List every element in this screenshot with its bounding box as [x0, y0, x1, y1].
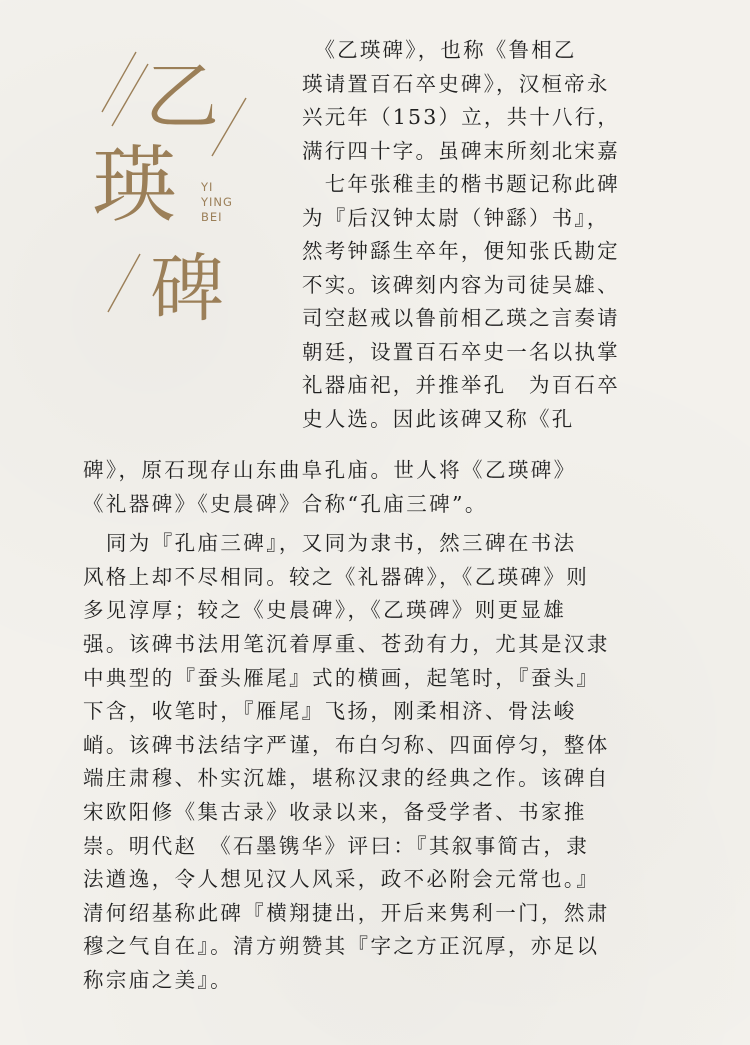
- intro-line: 史人选。因此该碑又称《孔: [302, 406, 575, 431]
- intro-line: 《乙瑛碑》，也称《鲁相乙: [302, 38, 577, 62]
- body-line: 宋欧阳修《集古录》收录以来，备受学者、书家推: [83, 799, 587, 824]
- body-line: 风格上却不尽相同。较之《礼器碑》，《乙瑛碑》则: [83, 564, 590, 589]
- intro-line: 七年张稚圭的楷书题记称此碑: [302, 172, 620, 196]
- body-line: 多见淳厚；较之《史晨碑》，《乙瑛碑》则更显雄: [83, 598, 567, 623]
- intro-line: 司空赵戒以鲁前相乙瑛之言奏请: [302, 306, 620, 330]
- deco-line-4: [108, 254, 140, 312]
- intro-line: 满行四十字。虽碑末所刻北宋嘉: [302, 138, 620, 163]
- deco-line-2: [112, 64, 148, 126]
- intro-paragraph: [302, 34, 672, 436]
- pinyin-3: BEI: [201, 210, 223, 224]
- body-line: 穆之气自在』。清方朔赞其『字之方正沉厚，亦足以: [83, 934, 600, 959]
- body-line: 法遒逸，令人想见汉人风采，政不必附会元常也。』: [83, 867, 600, 892]
- title-char-2: 瑛: [92, 136, 177, 234]
- body-line: 称宗庙之美』。: [83, 967, 234, 992]
- body-line: 同为『孔庙三碑』，又同为隶书，然三碑在书法: [83, 531, 577, 556]
- intro-line: 然考钟繇生卒年，便知张氏勘定: [302, 239, 620, 263]
- title-char-3: 碑: [150, 246, 224, 332]
- intro-line: 朝廷，设置百石卒史一名以执掌: [302, 339, 620, 364]
- body-line: 碑》，原石现存山东曲阜孔庙。世人将《乙瑛碑》: [83, 458, 577, 482]
- body-paragraphs: [83, 454, 683, 998]
- deco-line-1: [102, 52, 136, 112]
- body-line: 崇。明代赵 《石墨镌华》评曰：『其叙事简古，隶: [83, 833, 590, 858]
- body-line: 下含，收笔时，『雁尾』飞扬，刚柔相济、骨法峻: [83, 699, 577, 724]
- body-line: 清何绍基称此碑『横翔捷出，开后来隽利一门，然肃: [83, 900, 610, 925]
- title-char-1: 乙: [145, 54, 219, 140]
- pinyin-1: YI: [201, 180, 214, 194]
- body-line: 强。该碑书法用笔沉着厚重、苍劲有力，尤其是汉隶: [83, 631, 610, 656]
- body-line: 中典型的『蚕头雁尾』式的横画，起笔时，『蚕头』: [83, 665, 600, 690]
- intro-line: 瑛请置百石卒史碑》，汉桓帝永: [302, 71, 610, 96]
- intro-line: 不实。该碑刻内容为司徒吴雄、: [302, 272, 620, 297]
- intro-line: 为『后汉钟太尉（钟繇）书』，: [302, 205, 610, 230]
- intro-line: 礼器庙祀，并推举孔 为百石卒: [302, 373, 620, 397]
- body-line: 端庄肃穆、朴实沉雄，堪称汉隶的经典之作。该碑自: [83, 766, 610, 791]
- intro-line: 兴元年（153）立，共十八行，: [302, 105, 621, 129]
- title-pinyin: [201, 180, 233, 225]
- pinyin-2: YING: [201, 195, 233, 209]
- body-line: 《礼器碑》《史晨碑》合称“孔庙三碑”。: [83, 491, 488, 516]
- body-line: 峭。该碑书法结字严谨，布白匀称、四面停匀，整体: [83, 732, 610, 757]
